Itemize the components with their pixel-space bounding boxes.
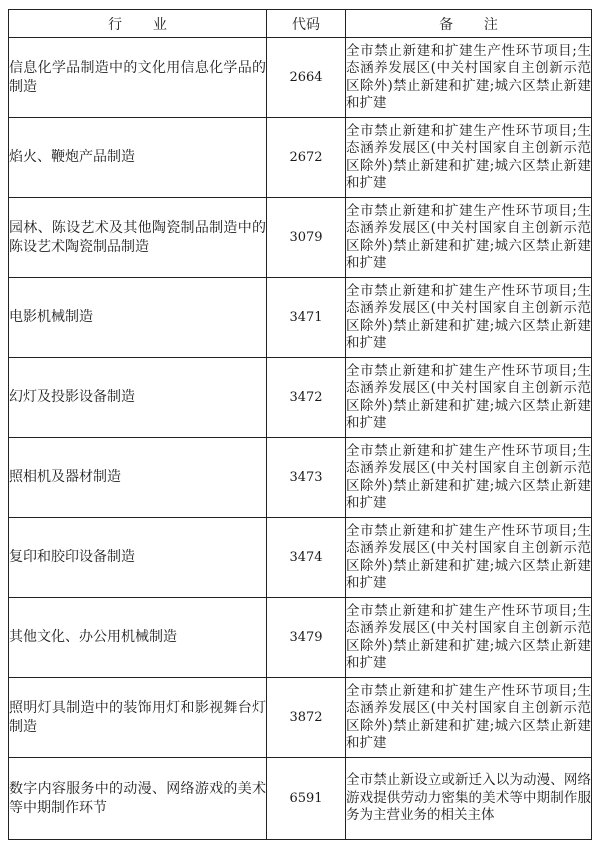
remark-cell: 全市禁止新建和扩建生产性环节项目;生态涵养发展区(中关村国家自主创新示范区除外)禁止新建和扩建;城六区禁止新建和扩建 xyxy=(346,278,592,358)
remark-cell: 全市禁止新设立或新迁入以为动漫、网络游戏提供劳动力密集的美术等中期制作服务为主营业务的相关主体 xyxy=(346,758,592,840)
remark-cell: 全市禁止新建和扩建生产性环节项目;生态涵养发展区(中关村国家自主创新示范区除外)禁止新建和扩建;城六区禁止新建和扩建 xyxy=(346,358,592,438)
industry-cell: 园林、陈设艺术及其他陶瓷制品制造中的陈设艺术陶瓷制品制造 xyxy=(9,198,267,278)
header-remark: 备注 xyxy=(346,10,592,38)
table-row xyxy=(9,598,592,678)
code-cell: 2672 xyxy=(267,118,346,198)
industry-cell: 照相机及器材制造 xyxy=(9,438,267,518)
code-cell: 6591 xyxy=(267,758,346,840)
header-industry: 行业 xyxy=(9,10,267,38)
industry-cell: 信息化学品制造中的文化用信息化学品的制造 xyxy=(9,38,267,118)
industry-table xyxy=(8,9,592,840)
remark-cell: 全市禁止新建和扩建生产性环节项目;生态涵养发展区(中关村国家自主创新示范区除外)禁止新建和扩建;城六区禁止新建和扩建 xyxy=(346,598,592,678)
code-cell: 3872 xyxy=(267,678,346,758)
industry-cell: 其他文化、办公用机械制造 xyxy=(9,598,267,678)
header-code: 代码 xyxy=(267,10,346,38)
table-row xyxy=(9,758,592,840)
code-cell: 3479 xyxy=(267,598,346,678)
code-cell: 3471 xyxy=(267,278,346,358)
table-row xyxy=(9,118,592,198)
industry-cell: 幻灯及投影设备制造 xyxy=(9,358,267,438)
remark-cell: 全市禁止新建和扩建生产性环节项目;生态涵养发展区(中关村国家自主创新示范区除外)禁止新建和扩建;城六区禁止新建和扩建 xyxy=(346,118,592,198)
industry-cell: 照明灯具制造中的装饰用灯和影视舞台灯制造 xyxy=(9,678,267,758)
table-row xyxy=(9,518,592,598)
table-header-row xyxy=(9,10,592,38)
code-cell: 3474 xyxy=(267,518,346,598)
table-row xyxy=(9,38,592,118)
table-row xyxy=(9,278,592,358)
remark-cell: 全市禁止新建和扩建生产性环节项目;生态涵养发展区(中关村国家自主创新示范区除外)禁止新建和扩建;城六区禁止新建和扩建 xyxy=(346,438,592,518)
code-cell: 3079 xyxy=(267,198,346,278)
table-row xyxy=(9,438,592,518)
table-row xyxy=(9,358,592,438)
document-page xyxy=(8,9,591,840)
remark-cell: 全市禁止新建和扩建生产性环节项目;生态涵养发展区(中关村国家自主创新示范区除外)禁止新建和扩建;城六区禁止新建和扩建 xyxy=(346,678,592,758)
code-cell: 3473 xyxy=(267,438,346,518)
code-cell: 2664 xyxy=(267,38,346,118)
remark-cell: 全市禁止新建和扩建生产性环节项目;生态涵养发展区(中关村国家自主创新示范区除外)禁止新建和扩建;城六区禁止新建和扩建 xyxy=(346,518,592,598)
table-row xyxy=(9,198,592,278)
industry-cell: 电影机械制造 xyxy=(9,278,267,358)
industry-cell: 数字内容服务中的动漫、网络游戏的美术等中期制作环节 xyxy=(9,758,267,840)
table-row xyxy=(9,678,592,758)
code-cell: 3472 xyxy=(267,358,346,438)
remark-cell: 全市禁止新建和扩建生产性环节项目;生态涵养发展区(中关村国家自主创新示范区除外)禁止新建和扩建;城六区禁止新建和扩建 xyxy=(346,198,592,278)
industry-cell: 复印和胶印设备制造 xyxy=(9,518,267,598)
industry-cell: 焰火、鞭炮产品制造 xyxy=(9,118,267,198)
remark-cell: 全市禁止新建和扩建生产性环节项目;生态涵养发展区(中关村国家自主创新示范区除外)禁止新建和扩建;城六区禁止新建和扩建 xyxy=(346,38,592,118)
